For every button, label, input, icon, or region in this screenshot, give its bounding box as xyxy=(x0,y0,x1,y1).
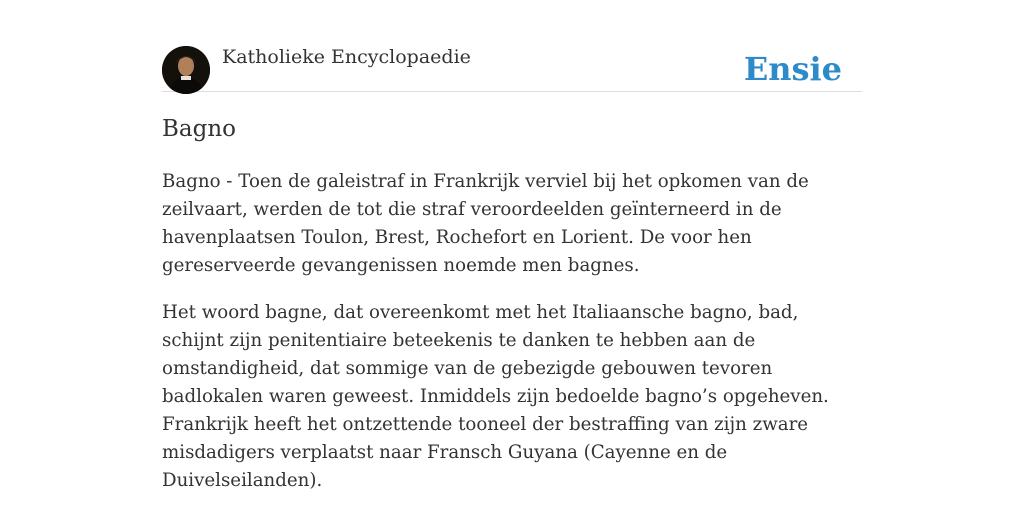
entry-title: Bagno xyxy=(162,116,236,142)
entry-card xyxy=(162,40,862,491)
entry-paragraph: Bagno - Toen de galeistraf in Frankrijk verviel bij het opkomen van de zeilvaart, werden de tot die straf veroordeelden geïnterneerd in de havenplaatsen Toulon, Brest, Rochefort en Lorient. De voor hen gereserveerde gevangenissen noemde men bagnes. xyxy=(162,171,809,276)
source-name[interactable]: Katholieke Encyclopaedie xyxy=(222,46,471,68)
brand-logo[interactable]: Ensie xyxy=(743,50,842,88)
entry-paragraph: Het woord bagne, dat overeenkomt met het Italiaansche bagno, bad, schijnt zijn penitentiaire beteekenis te danken te hebben aan de omstandigheid, dat sommige van de gebezigde gebouwen tevoren badlokalen waren geweest. Inmiddels zijn bedoelde bagno’s opgeheven. Frankrijk heeft het ontzettende tooneel der bestraffing van zijn zware misdadigers verplaatst naar Fransch Guyana (Cayenne en de Duivelseilanden). xyxy=(162,302,829,491)
portrait-avatar-icon[interactable] xyxy=(162,46,210,94)
entry-header xyxy=(162,40,862,92)
